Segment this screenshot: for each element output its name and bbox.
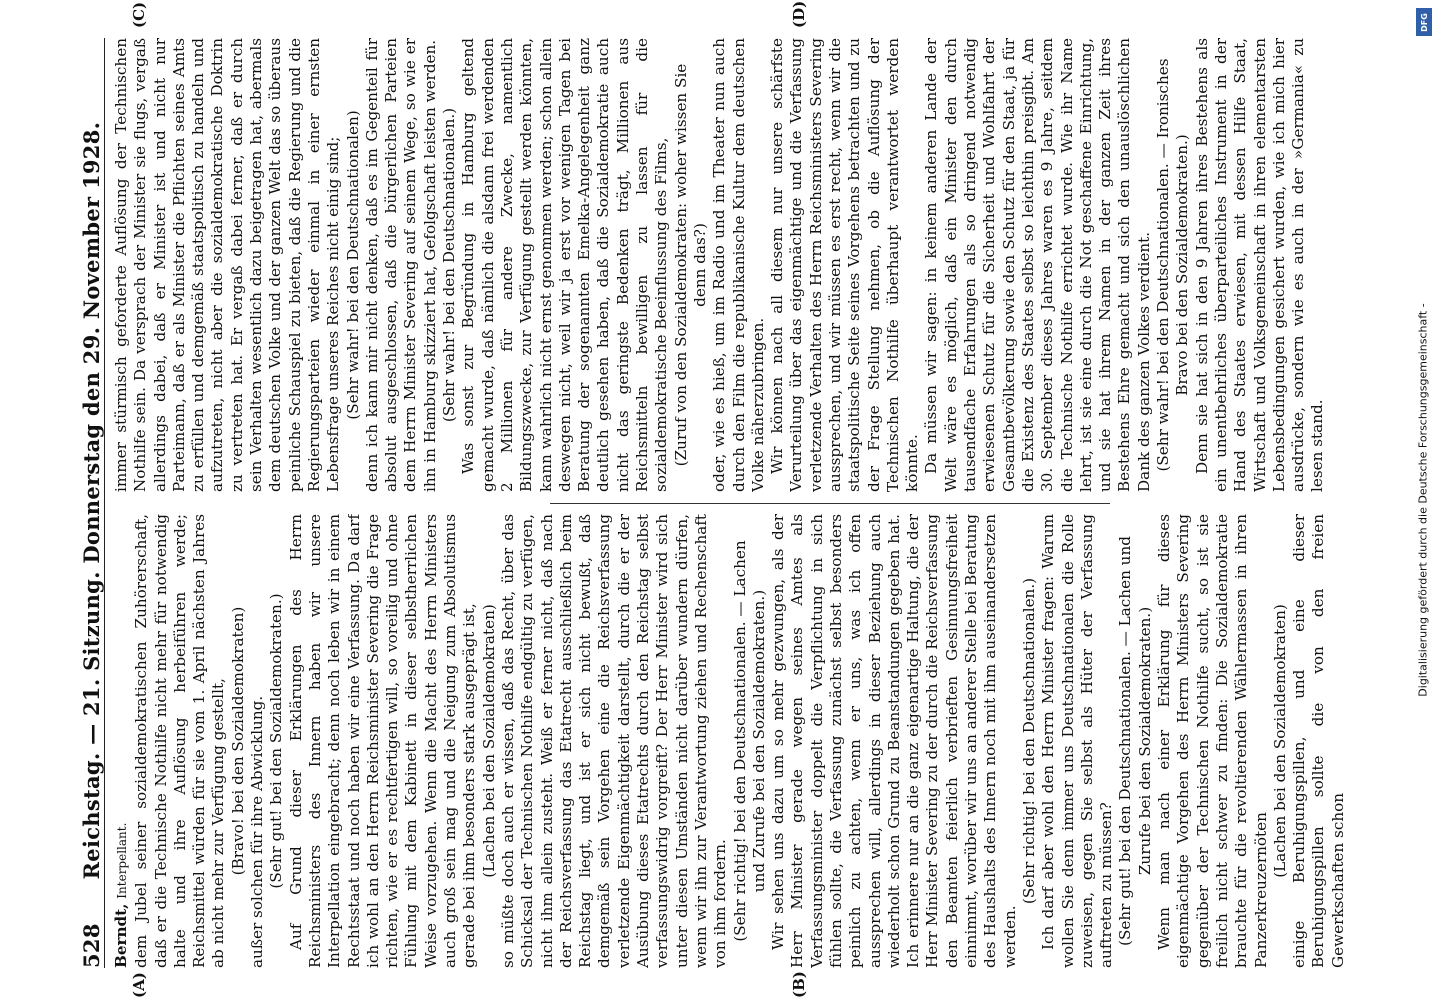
interjection: (Zuruf von den Sozialdemokraten: woher wissen Sie denn das?) <box>671 63 709 467</box>
paragraph: einige Beruhigungspillen, und eine dieser Beruhigungspillen sollte die von den freien Gewerkschaften schon <box>1290 514 1347 968</box>
paragraph: Da müssen wir sagen: in keinem anderen Lande der Welt wäre es möglich, daß ein Minister den durch tausendfache Erfahrungen als so dringend notwendig erwiesenen Schutz für die Sicherheit und Wohlfahrt der Gesamtbevölkerung sowie den Schutz für den Staat, ja für die Existenz des Staates selbst so leichthin preisgibt. Am 30. September dieses Jahres waren es 9 Jahre, seitdem die Technische Nothilfe errichtet wurde. Wie ihr Name lehrt, ist sie eine durch die Not geschaffene Einrichtung, und sie hat ihrem Namen in der ganzen Zeit ihres Bestehens Ehre gemacht und sich den unauslöschlichen Dank des ganzen Volkes verdient. <box>922 38 1153 492</box>
interjection: (Sehr wahr! bei den Deutschnationalen) <box>343 110 362 420</box>
paragraph: Auf Grund dieser Erklärungen des Herrn Reichsministers des Innern haben wir unsere Interpellation eingebracht; denn noch leben wir in einem Rechtsstaat und noch haben wir eine Verfassung. Da darf ich wohl an den Herrn Reichsminister Severing die Frage richten, wie er es rechtfertigen will, so voreilig und ohne Fühlung mit dem Kabinett in dieser selbstherrlichen Weise vorzugehen. Wenn die Macht des Herrn Ministers auch groß sein mag und die Neigung zum Absolutismus gerade bei ihm besonders stark ausgeprägt ist, <box>286 514 479 968</box>
rotated-page <box>70 0 1360 998</box>
speaker-role: Interpellant. <box>115 822 129 899</box>
column-left <box>112 514 1352 968</box>
interjection: (Sehr wahr! bei den Deutschnationalen.) <box>440 107 459 423</box>
interjection: (Sehr richtig! bei den Deutschnationalen.) <box>1019 577 1038 905</box>
column-divider <box>550 503 1110 504</box>
paragraph: denn ich kann mir nicht denken, daß es im Gegenteil für absolut ausgeschlossen, daß die bürgerlichen Parteien dem Herrn Minister Severing auf seinem Wege, so wie er ihn in Hamburg skizziert hat, Gefolgschaft leisten werden. <box>362 38 439 492</box>
page-frame <box>70 0 1360 998</box>
interjection: (Lachen bei den Sozialdemokraten) <box>479 604 498 878</box>
margin-label-a: (A) <box>130 972 148 998</box>
paragraph: so müßte doch auch er wissen, daß das Recht, über das Schicksal der Technischen Nothilfe endgültig zu verfügen, nicht ihm allein zusteht. Weiß er ferner nicht, daß nach der Reichsverfassung das Etatrecht ausschließlich beim Reichstag liegt, und ist er sich nicht bewußt, daß demgemäß sein Vorgehen eine die Reichsverfassung verletzende Eigenmächtigkeit darstellt, durch die er der Ausübung dieses Etatrechts durch den Reichstag selbst verfassungswidrig vorgreift? Der Herr Minister wird sich unter diesen Umständen nicht darüber wundern dürfen, wenn wir ihn zur Verantwortung ziehen und Rechenschaft von ihm fordern. <box>498 514 730 968</box>
page-number: 528 <box>79 923 104 968</box>
margin-label-d: (D) <box>790 0 808 28</box>
dfg-logo-text: DFG <box>1419 12 1429 32</box>
paragraph: oder, wie es hieß, um im Radio und im Theater nun auch durch den Film die republikanische Kultur dem deutschen Volke näherzubringen. <box>710 38 767 492</box>
column-right <box>112 38 1352 492</box>
dfg-logo-badge <box>1416 8 1432 36</box>
paragraph: immer stürmisch geforderte Auflösung der Technischen Nothilfe sein. Da versprach der Minister sie flugs, vergaß allerdings dabei, daß er Minister ist und nicht nur Parteimann, daß er als Minister die Pflichten seines Amts zu erfüllen und demgemäß staatspolitisch zu handeln und aufzutreten, nicht aber die sozialdemokratische Doktrin zu vertreten hat. Er vergaß dabei ferner, daß er durch sein Verhalten wesentlich dazu beigetragen hat, abermals dem deutschen Volke und der ganzen Welt das so überaus peinliche Schauspiel zu bieten, daß die Regierung und die Regierungsparteien wieder einmal in einer ernsten Lebensfrage unseres Reiches nicht einig sind; <box>112 38 343 492</box>
interjection: (Sehr richtig! bei den Deutschnationalen. — Lachen und Zurufe bei den Sozialdemokraten.) <box>730 540 768 942</box>
page-title: Reichstag. — 21. Sitzung. Donnerstag den 29. November 1928. <box>79 121 104 880</box>
speaker-name: Berndt, <box>112 903 130 968</box>
margin-label-b: (B) <box>790 971 808 998</box>
paragraph: Ich darf aber wohl den Herrn Minister fragen: Warum wollen Sie denn immer uns Deutschnationalen die Rolle zuweisen, gegen Sie selbst als Hüter der Verfassung auftreten zu müssen? <box>1039 514 1116 968</box>
margin-label-c: (C) <box>130 1 148 28</box>
paragraph: dem Jubel seiner sozialdemokratischen Zuhörerschaft, daß er die Technische Nothilfe nicht mehr für notwendig halte und ihre Auflösung herbeiführen werde; Reichsmittel würden für sie vom 1. April nächsten Jahres ab nicht mehr zur Verfügung gestellt, <box>132 514 228 968</box>
digitization-note-text: Digitalisierung gefördert durch die Deutsche Forschungsgemeinschaft - <box>1416 303 1430 697</box>
interjection: (Bravo! bei den Sozialdemokraten) <box>228 606 247 876</box>
interjection: (Lachen bei den Sozialdemokraten) <box>1270 604 1289 878</box>
paragraph: Was sonst zur Begründung in Hamburg geltend gemacht wurde, daß nämlich die alsdann frei werdenden 2 Millionen für andere Zwecke, namentlich Bildungszwecke, zur Verfügung gestellt werden könnten, kann wahrlich nicht ernst genommen werden; schon allein deswegen nicht, weil wir ja erst vor wenigen Tagen bei Beratung der sogenannten Emelka-Angelegenheit ganz deutlich gesehen haben, daß die Sozialdemokratie auch nicht das geringste Bedenken trägt, Millionen aus Reichsmitteln bewilligen zu lassen für die sozialdemokratische Beeinflussung des Films, <box>459 38 671 492</box>
interjection: (Sehr wahr! bei den Deutschnationalen. — Ironisches Bravo bei den Sozialdemokraten.) <box>1154 58 1192 472</box>
paragraph: Wir sehen uns dazu um so mehr gezwungen, als der Herr Minister gerade wegen seines Amtes als Verfassungsminister doppelt die Verpflichtung in sich fühlen sollte, die Verfassung zunächst selbst besonders peinlich zu achten, wenn er uns, was ich offen aussprechen will, allerdings in dieser Beziehung auch wiederholt schon Grund zu Beanstandungen gegeben hat. Ich erinnere nur an die ganz eigenartige Haltung, die der Herr Minister Severing zu der durch die Reichsverfassung den Beamten feierlich verbrieften Gesinnungsfreiheit einnimmt, worüber wir uns an anderer Stelle bei Beratung des Haushalts des Innern noch mit ihm auseinandersetzen werden. <box>769 514 1019 968</box>
interjection: (Sehr gut! bei den Sozialdemokraten.) <box>267 593 286 889</box>
paragraph: außer solchen für ihre Abwicklung. <box>248 695 267 968</box>
paragraph: Wenn man nach einer Erklärung für dieses eigenmächtige Vorgehen des Herrn Ministers Severing gegenüber der Technischen Nothilfe sucht, so ist sie freilich nicht schwer zu finden: Die Sozialdemokratie brauchte für die revoltierenden Wählermassen in ihren Panzerkreuzernöten <box>1155 514 1270 968</box>
speaker-line <box>112 514 132 968</box>
digitization-note <box>1412 0 1434 1000</box>
paragraph: Wir können nach all diesem nur unsere schärfste Verurteilung über das eigenmächtige und die Verfassung verletzende Verhalten des Herrn Reichsministers Severing aussprechen, und wir müssen es erst recht, wenn wir die staatspolitische Seite seines Vorgehens betrachten und zu der Frage Stellung nehmen, ob die Auflösung der Technischen Nothilfe überhaupt verantwortet werden könnte. <box>768 38 922 492</box>
interjection: (Sehr gut! bei den Deutschnationalen. — Lachen und Zurufe bei den Sozialdemokraten.) <box>1116 536 1154 946</box>
paragraph: Denn sie hat sich in den 9 Jahren ihres Bestehens als ein unentbehrliches überparteiliches Instrument in der Hand des Staates erwiesen, mit dessen Hilfe Staat, Wirtschaft und Volksgemeinschaft in ihren elementarsten Lebensbedingungen gesichert wurden, wie ich mich hier ausdrücke, sondern wie es auch in der »Germania« zu lesen stand. <box>1192 38 1327 492</box>
page-header <box>70 38 105 968</box>
